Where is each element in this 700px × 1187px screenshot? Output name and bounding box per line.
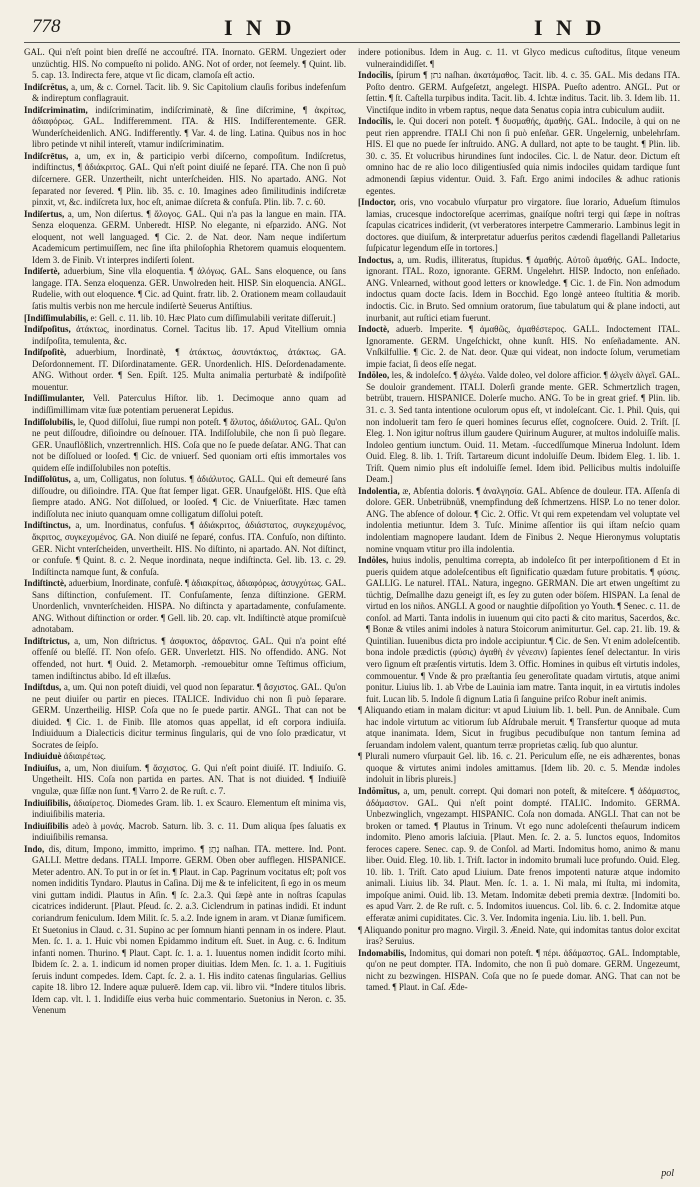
entry-headword: Indoctus, [358,254,394,265]
dictionary-entry [24,151,346,209]
dictionary-entry [358,786,680,925]
entry-text: ἀτάκτως, inordinatus. Cornel. Tacitus lib. 17. Apud Vitellium omnia indiſpoſita, temulenta, &c. [32,324,346,346]
running-head-left: I N D [224,15,296,40]
entry-headword: Indiſpoſitus, [24,324,71,335]
dictionary-entry [358,255,680,324]
entry-text: les, & indoleſco. ¶ ἀλγέω. Valde doleo, vel dolore afficior. ¶ ἀλγεῖν ἀλγεῖ. GAL. Se douloir grandement. ITALI. Dolerſi grande mente. GER. Schmertzlich tragen, betrübt, trauern. HISPANICE. Dolerſe mucho. ANG. To be in great grief. ¶ Plin. lib. 31. c. 3. Sed tanta intentione oculorum opus eſt, vt indoleſcant. Cic. 1. Phil. Quis, qui non indoluerit tam fero ſe queri homines ſecurus eſſet, cognoſcere. Ouid. 2. Triſt. [ſ. Eleg. 1. Non igitur noſtrus illum gaudere Quirinum Augurer, at multos indoluiſſe malis. Indoleo gentium iunctum. Ouid. 11. Metam. -ſuccedſſumque Minerua Indolunt. Idem Ouid. Eleg. 8. lib. 1. Triſt. Tartareum dicunt indoluiſſe Deum. Ibidem Eleg. 1. lib. 1. Triſt. Quem nimio plus eſt indoluiſſe ſemel. Idem ibid. Pellicibus multis indoluiſſe Deam.] [366,370,680,485]
entry-text: adeò à μονάς. Macrob. Saturn. lib. 3. c. 11. Dum aliqua ſpes ſaluatis ex indiuiſibilis remansa. [32,820,346,843]
dictionary-entry [24,578,346,636]
dictionary-entry [24,417,346,475]
running-head-right: I N D [534,15,606,40]
entry-headword: Indiſſolūtus, [24,474,71,485]
dictionary-entry [24,798,346,821]
dictionary-entry [358,751,680,786]
entry-headword: Indolentia, [358,485,400,496]
page-number: 778 [32,16,61,37]
dictionary-entry [358,555,680,705]
dictionary-entry [358,705,680,751]
dictionary-entry [24,47,346,82]
entry-headword: Indiſcrĕtus, [24,81,69,92]
entry-text: a, um. Inordinatus, confuſus. ¶ ἀδιάκριτος, ἀδιάστατος, συγκεχυμένος, ἄκριτος, συγκεχυμένος. GA. Non diuiſé ne ſeparé, confus. ITA. Confuſo, non diſtinto. GER. Nicht vnterſcheiden, unvertheilt. HIS. No diſtinto, ni apartado. AN. Not diſtinct, or confuſe. ¶ Quint. 8. c. 2. Neque inordinata, neque indiſtincta. Gel. lib. 13. c. 29. Indiſtincta namque ſunt, & confuſa. [32,520,346,577]
entry-text: a, um, Non diſertus. ¶ ἄλογος. GAL. Qui n'a pas la langue en main. ITA. Senza eloquenza. GERM. Unberedt. HISP. No elegante, ni eſparzido. ANG. Not eloquent, not well languaged. ¶ Cic. 2. de Nat. deor. Nam neque indiſertum Academicum pertimuiſſem, nec ſine iſta philoſophia Rhetorem quamuis eloquentem. Idem 3. de Finib. Vt interpres indiſerti ſolent. [32,208,346,265]
dictionary-entry [24,313,346,325]
entry-text: Indomitus, qui domari non poteſt. ¶ πέρι. ἀδάμαστος. GAL. Indomptable, qu'on ne peut dompter. ITA. Indomito, che non ſi può domare. GERM. Ungezeumt, nicht zu bezwingen. HISPAN. Coſa que no ſe puede domar. ANG. That can not be tamed. ¶ Plaut. in Caſ. Æde- [366,947,680,993]
entry-text: Vell. Paterculus Hiſtor. lib. 1. Decimoque anno quam ad indiſſimillimam vitæ ſuæ potentiam peruenerat Lepidus. [32,393,346,415]
entry-text: a, um, penult. corrept. Qui domari non poteſt, & miteſcere. ¶ ἀδάμαστος, ἀδάμαστον. GAL. Qui n'eſt point dompté. ITALIC. Indomito. GERMA. Unbezwinglich, vngezampt. HISPANIC. Coſa non domada. ANGLI. That can not be broken or tamed. ¶ Plautus in Trinum. Vt ego nunc adoleſcenti theſaurum indicem indomito. Pleno amoris laſciuia. [Plaut. Men. ſc. 2. a. 5. Iunctos equos, Indomitos feroces capere. Senec. cap. 9. de Conſol. ad Marti. Indomitus homo, animo & manu liber. Ouid. Eleg. 10. lib. 1. Triſt. Iactor in indomito brumali luce profundo. Ouid. Eleg. 10. lib. 1. Triſt. Cato apud Liuium. Date frenos impotenti naturæ atque indomito animali. Liuius lib. 34. Plaut. Men. ſc. 1. a. 1. Ni mala, mi ſtulta, mi indomita, impoſque animi. Ouid. lib. 13. Metam. Indomitæ debeti premia dextræ. [Indomiti bo. es apud Varr. 2. de Re ruſt. c. 5. Indomitos iuuencus. Col. lib. 6. c. 2. Indomitæ atque efferatæ animi cupiditates. Cic. 3. Ver. Indomita ingenia. Liu. lib. 1. bell. Pun. [366,786,680,924]
entry-headword: Indiſpoſitè, [24,347,67,358]
entry-text: ſpirum ¶ נתן naſhan. ἀκατάμαθος. Tacit. lib. 4. c. 35. GAL. Mis dedans ITA. Poſto dentro. GERM. Aufgeſetzt, angelegt. HISPA. Pueſto adentro. ANGL. Put or ſettin. ¶ ſt. Caſtella turpibus indita. Tacit. lib. 4. Ichtæ inditus. Tacit. lib. 3. Idem lib. 11. Vinctiſque indito in vrbem raptus, neque data Senatus copia intra cubiculum audiit. [366,70,680,115]
dictionary-entry [24,763,346,798]
entry-text: a, um, Colligatus, non ſolutus. ¶ ἀδιάλυτος. GALL. Qui eſt demeuré ſans diſſoudre, ou diſioindre. ITA. Que ſtat ſemper ligat. GER. Unaufgelößt. HIS. Que eſtà ſiempre atado. ANG. Not diſſolued, or looſed. ¶ Cic. de Vniuerſitate. Hæc tamen indiſſoluta nec iniuto quanquam omne colligatum diſſolui poteſt. [32,474,346,519]
entry-text: a, um, Non diuiſum. ¶ ἄσχιστος. G. Qui n'eſt point diuiſé. IT. Indiuiſo. G. Ungetheilt. HIS. Coſa non partida en partes. AN. That is not diuided. ¶ Indiuiſè vngulæ, quæ ſiſſæ non ſunt. ¶ Varro 2. de Re ruſt. c. 7. [32,762,346,796]
dictionary-entry [24,105,346,151]
dictionary-entry [358,70,680,116]
catchword: pol [661,1168,674,1179]
entry-text: oris, vno vocabulo vſurpatur pro virgatore. ſiue lorario, Adueſum ſtimulos lamias, crucesque indoctoreſque acerrimas, gnaiſque noſtri tergi qui ſæpe in noſtras ſcapulas cicatrices indiderit, (vt verberatores interpetre Cammerario. Lambinus legit in doctores. que diuiſum, & interpretatur aduerſus peritos cædendi flagellandi Palletarius ſuſpicatur legendum eſſe in tortores.] [366,197,680,254]
dictionary-entry [358,370,680,485]
entry-text: aduerbium, Sine vlla eloquentia. ¶ ἀλόγως. GAL. Sans eloquence, ou ſans langage. ITA. Senza eloquenza. GER. Unwolreden heit. HISP. Sin eloquencia. ANGL. Rudelie, with out eloquence. ¶ Cic. ad Quint. fratr. lib. 2. Orationem meam collaudauit ſatis multis verbis non me hercule indiſertè Seuerus Antiſtius. [32,266,346,312]
dictionary-entry [358,948,680,994]
entry-text: a, um, Non diſtrictus. ¶ ἀσφυκτος, ἀδραντος. GAL. Qui n'a point eſté offenſé ou bleſſé. IT. Non ofeſo. GER. Unverletzt. HIS. No offendido. ANG. Not offended, not hurt. ¶ Ouid. 2. Metamorph. -remouebitur omne Teſtimus officium, tamen indiſtinctus abibo. Id eſt illæſus. [32,635,346,681]
entry-headword: Indo, [24,843,45,854]
entry-text: ¶ Plurali numero vſurpauit Gel. lib. 16. c. 21. Periculum eſſe, ne eis adhærentes, bonas quoque & virtutes animi indoles amittamus. [Idem lib. 20. c. 5. Mendæ indoles indoluit in libris plureis.] [358,751,680,785]
entry-headword: Indoctè, [358,324,390,335]
entry-headword: Indiſtdus, [24,682,62,693]
entry-text: ἀδιαιρέτως. [63,751,106,762]
entry-text: aduerbium, Inordinatè, ¶ ἀτάκτως, ἀσυντάκτως, ἀτάκτως. GA. Deſordonnement. IT. Diſordinatamente. GER. Unordenlich. HIS. Deſordenadamente. ANG. Without order. ¶ Sen. Epiſt. 125. Multa animalia perturbatè & indiſpoſitè mouentur. [32,347,346,392]
dictionary-entry [24,393,346,416]
dictionary-entry [24,751,346,763]
dictionary-entry [358,486,680,555]
dictionary-entry [24,821,346,844]
entry-text: æ, Abſentia doloris. ¶ ἀναλγησία. GAL. Abſence de douleur. ITA. Aſſenſa di dolore. GER. Unbetrübnüß, vnempfindung deß ſchmertzens. HISP. Lo no tener dolor. ANG. The abſence of dolour. ¶ Cic. 2. Offic. Vt qui rem expetendam vel voluptate vel indolentia metiuntur. Idem 3. Tuſc. Minime aſſentior iis qui iſtam neſcio quam indolentiam magnopere laudant. Idem de Finibus 2. Neque Hieronymus voluptatis nomine vnquam vtitur pro illa indolentia. [366,485,680,554]
dictionary-entry [24,324,346,347]
entry-text: ἀδιαίρετος. Diomedes Gram. lib. 1. ex Scauro. Elementum eſt minima vis, indiuiſibilis materia. [32,797,346,820]
entry-text: aduerb. Imperite. ¶ ἀμαθῶς, ἀμαθέστερος. GALL. Indoctement ITAL. Ignoramente. GERM. Ungeſchickt, ohne kunſt. HIS. No enſeñadamente. AN. Vnſkilfullie. ¶ Cic. 2. de Nat. deor. Quæ qui videat, non indocte ſolum, verumetiam impie faciat, ſi deos eſſe negat. [366,324,680,369]
dictionary-entry [24,266,346,312]
dictionary-entry [24,209,346,267]
dictionary-entry [24,474,346,520]
entry-headword: Indiſcriminatim, [24,104,88,115]
entry-headword: Indiſtinctus, [24,520,71,531]
entry-headword: Indiſertus, [24,208,65,219]
entry-headword: Indŏmĭtus, [358,786,400,796]
entry-text: indere potionibus. Idem in Aug. c. 11. vt Glyco medicus cuſtoditus, ſitque veneum vulneraindidiſſet. ¶ [358,47,680,69]
entry-headword: Indŏleo, [358,370,390,381]
entry-text: a, um, & c. Cornel. Tacit. lib. 9. Sic Capitolium clauſis foribus indefenſum & indireptum conflagrauit. [32,81,346,104]
entry-headword: [Indiſſimulabilis, [24,312,89,323]
entry-headword: Indiſtinctè, [24,578,67,589]
page-header [24,14,680,43]
dictionary-entry [24,347,346,393]
entry-headword: Indocĭlis, [358,116,394,127]
entry-text: dis, ditum, Impono, immitto, imprimo. ¶ נָתַן naſhan. ITA. mettere. Ind. Pont. GALLI. Mettre dedans. ITALI. Imporre. GERM. Oben ober aufflegen. HISPANICE. Meter adentro. AN. To put in or ſet in. ¶ Plaut. in Cap. Pagrinum vocitatus eſt; poſt vos nomen indiditis Tyndaro. Plautus in Caſina. Dij me & te infelicitent, ſi ego in os meum vini guttam indidi. Plautus in Aſin. ¶ ſc. 2.a.3. Qui ſæpè ante in noſtras ſcapulas cicatrices indiderunt. [Plaut. Pſeud. ſc. 2. a.3. Ciclendrum in patinas indidi. Et indunt coriandrum feniculum. Idem Milit. ſc. 5. a.2. Inde ignem in aram. vt Dianæ ſumificem. Et Suetonius in Claud. c. 31. Supino ac per ſomnum hianti pennam in os indere. Plaut. Men. ſc. 1. a. 1. Huic vbi nomen Epidammo inditum eſt. Suet. in Aug. c. 6. Inditum infanti nomen. Thurino. ¶ Plaut. Capt. ſc. 1. a. 1. Iuuentus nomen indidit ſcorto mihi. Ibidem ſc. 2. a. 1. indicum id nomen proper diuitias. Idem Men. ſc. 1. a. 1. Fugitiuis ſeruis indunt compedes. Idem. Capt. ſc. 2. a. 1. His indito catenas ſingularias. Gellius capite 18. libro 12. Indere aquæ puluerē. Idem cap. vii. libro vii. *Indere titulos libris. Idem cap. vlt. l. 1. Indidiſſe eius verba huic commentario. Suetonius in Neron. c. 35. Venenum [32,843,346,1016]
entry-headword: Indiſtrictus, [24,635,70,646]
dictionary-entry [358,47,680,70]
dictionary-entry [358,116,680,197]
dictionary-entry [358,197,680,255]
entry-headword: Indiſſimulanter, [24,393,85,404]
entry-text: ¶ Aliquando ponitur pro magno. Virgil. 3. Æneid. Nate, qui indomitas tantus dolor excitat iras? Seruius. [358,924,680,947]
dictionary-entry [24,844,346,1017]
entry-headword: Indomabilis, [358,947,407,958]
entry-text: le. Qui doceri non poteſt. ¶ δυσμαθής, ἀμαθής. GAL. Indocile, à qui on ne peut rien apprendre. ITALI Chi non ſi può enſeñar. GER. Ungelernig, unbelehrſam. HIS. El que no puede ſer inſtruido. ANG. A dullard, not apte to be taught. ¶ Plin. lib. 30. c. 35. Et volucribus hirundines ſunt indociles. Cic. l. de Natur. deor. Dictum eſt omnino hac de re alio loco diligentiusſed quia nimis indociles quidam tardique ſunt admonendi ſæpius videntur. Ouid. 3. Faſt. Ergo animi indociles & adhuc rationis egentes. [366,116,680,196]
entry-text: a, um, ex in, & participio verbi diſcerno, compoſitum. Indiſcretus, indiſtinctus, ¶ ἀδιάκριτος. GAL. Qui n'eſt point diuiſé ne ſeparé. ITA. Che non ſi può diſcernere. GER. Unzertheilt, nicht unterſcheiden. HIS. No apartado. ANG. Not ſeparated nor ſevered. ¶ Plin. lib. 35. c. 10. Imagines adeo ſimilitudinis indiſcretæ pinxit, vt, &c. indiſcreta lux, hoc eſt, animae diſcreta & confuſa. Plin. lib. 7. c. 60. [32,150,346,208]
entry-text: a, um. Rudis, illiteratus, ſtupidus. ¶ ἀμαθής. Αὐτοῦ ἀμαθής. GAL. Indocte, ignorant. ITAL. Rozo, ignorante. GERM. Ungelehrt. HISP. Indocto, non enſeñado. ANG. Vnlearned, without good letters or knowledge. ¶ Cic. 1. de Fin. Non admodum indoctus quam docte ſacis. Idem in Bocchid. Ego longè anteeo ſtultitia & morib. indoctis. Cic. in Bruto. Sed omnium oratorum, ſiue tabulatum qui & plane indocti, aut inurbanit, aut ruſtici etiam fuerunt. [366,254,680,323]
right-column [358,47,680,1187]
entry-text: e: Gell. c. 11. lib. 10. Hæc Plato cum diſſimulabili veritate diſſeruit.] [90,312,336,323]
entry-text: indiſcriminatim, indiſcriminatè, & ſine diſcrimine, ¶ ἀκρίτως, ἀδιαφόρως. GAL. Indifferemment. ITA. & HIS. Indiſferentemente. GER. Wunderſcheidenlich. ANG. Indifferently. ¶ Var. 4. de ling. Latina. Quibus nos in hoc libro petinde vt nihil intereſt, vtamur indiſcriminatim. [32,104,346,150]
entry-text: aduerbium, Inordinate, confuſè. ¶ ἀδιακρίτως, ἀδιαφόρως, ἀσυγχύτως. GAL. Sans diſtinction, confuſement. IT. Confuſamente, ſenza diſtinzione. GERM. Unordenlich, vnvnterſcheiden. HISPA. No diſtincta y apartadamente, confuſamente. ANG. Without diſtinction or order. ¶ Gell. lib. 20. cap. vlt. Indiſtinctè atque promiſcuè adnotabam. [32,578,346,635]
entry-headword: Indocĭlis, [358,70,394,81]
entry-text: a, um. Qui non poteſt diuidi, vel quod non ſeparatur. ¶ ἄσχιστος. GAL. Qu'on ne peut diuiſer ou partir en pieces. ITALICE. Individuo chi non ſi può ſeparare. GERM. Unzertheilig. HISP. Coſa que no ſe puede partir. ANGL. That can not be diuided. ¶ Cic. 1. de Finib. Ille atomos quas appellat, id eſt corpora indiuiſa. Indiuiduum a Dialecticis dicitur terminus ſingularis, qui de vno ſolo prædicatur, vt Socrates de ſeipſo. [32,682,346,750]
entry-text: GAL. Qui n'eſt point bien dreſſé ne accouſtré. ITA. Inornato. GERM. Ungeziert oder unzüchtig. HIS. No compueſto ni polido. ANG. Not of order, not ſeemely. ¶ Quint. lib. 5. cap. 13. Indirecta fere, atque vt ſic dicam, clamoſa eſt actio. [24,47,346,81]
dictionary-entry [358,925,680,948]
entry-text: ¶ Aliquando etiam in malam dicitur: vt apud Liuium lib. 1. bell. Pun. de Annibale. Cum hac indole virtutum ac vitiorum ſub Aſdrubale meruit. ¶ Transfertur quoque ad muta atque inanimata. Idem, Sicut in frugibus pecudibuſque non tantum ſemina ad ſeruandam indolem valent, quantum terræ proprietas cæliq. ſub quo aluntur. [358,705,680,750]
entry-text: huius indolis, penultima correpta, ab indoleſco ſit per interpoſitionem d Et in pueris quidem atque adoleſcentibus eſt ſignificatio quædam future probitatis. ¶ φύσις. GALLIG. Le naturel. ITAL. Natura, ingegno. GERMAN. Die art etwen ungeſtimt zu tüchtig, Deſmallhe dazu geneigt iſt, es ſey zu guten oder böſem. HISPAN. La ſenal de virtud en los niños. ANGLI. A good or naughtie diſpoſition yo Youth. ¶ Senec. c. 11. de conſol. ad Marti. Tanta indolis in iuuenum qui cito pacti & cito maritus, Sacerdos, &c. ¶ Bonæ & vtiles animi indoles à natura Stoicorum animiturtur. Gel. cap. 21. lib. 19. & Quintilian. Iuuenibus dicta pro indole accipiuntur. ¶ Cic. de Sen. Vt enim adoleſcentib. bona indole prædictis (φύσις) ἀγαθὴ ἐν γένεσιν) ſapientes ſeneſ delectantur. In viris vero ſignum eſt præſentis virtutis. Idem 3. Offic. Homines in quibus eſt virtutis indoles, commouentur. ¶ Vnde & pro præſtantia ſeu generoſitate quadam virtutis, atque animi ponitur. Liuius lib. 1. ab Vrbe de Lauinia iam matre. Tanta inquit, in ea virtutis indoles fuit. Lucan lib. 5. Indole ſi dignum Latia ſi ſanguine priſco Robur ineſt animis. [366,555,680,704]
dictionary-entry [24,682,346,751]
entry-headword: Indiuiſibilis, [24,797,71,808]
entry-headword: [Indoctor, [358,197,396,208]
entry-headword: Indiſertè, [24,266,60,277]
entry-text: le, Quod diſſolui, ſiue rumpi non poteſt. ¶ ἄλυτος, ἀδιάλυτος. GAL. Qu'on ne peut diſſoudre, diſioindre ou deſnouer. ITA. Indiſſolubile, che non ſi può ſlegare. GER. Unauflößlich, vnzertrennlich. HIS. Coſa que no ſe puede deſatar. ANG. That can not be diſſolued or looſed. ¶ Cic. de vniuerſ. Sed quoniam orti eſtis immortales vos quidem eſſe indiſſolubiles non poteſtis. [32,416,346,473]
entry-headword: Indiuiſibilis [24,820,69,831]
entry-headword: Indiuiduè [24,751,62,762]
dictionary-entry [24,520,346,578]
left-column [24,47,346,1187]
two-column-body [24,47,680,1187]
entry-headword: Indiſſolubilis, [24,416,76,427]
entry-headword: Indŏles, [358,555,389,566]
entry-headword: Indiuiſus, [24,762,61,773]
dictionary-entry [24,82,346,105]
dictionary-entry [24,636,346,682]
dictionary-entry [358,324,680,370]
entry-headword: Indiſcrētus, [24,150,69,161]
